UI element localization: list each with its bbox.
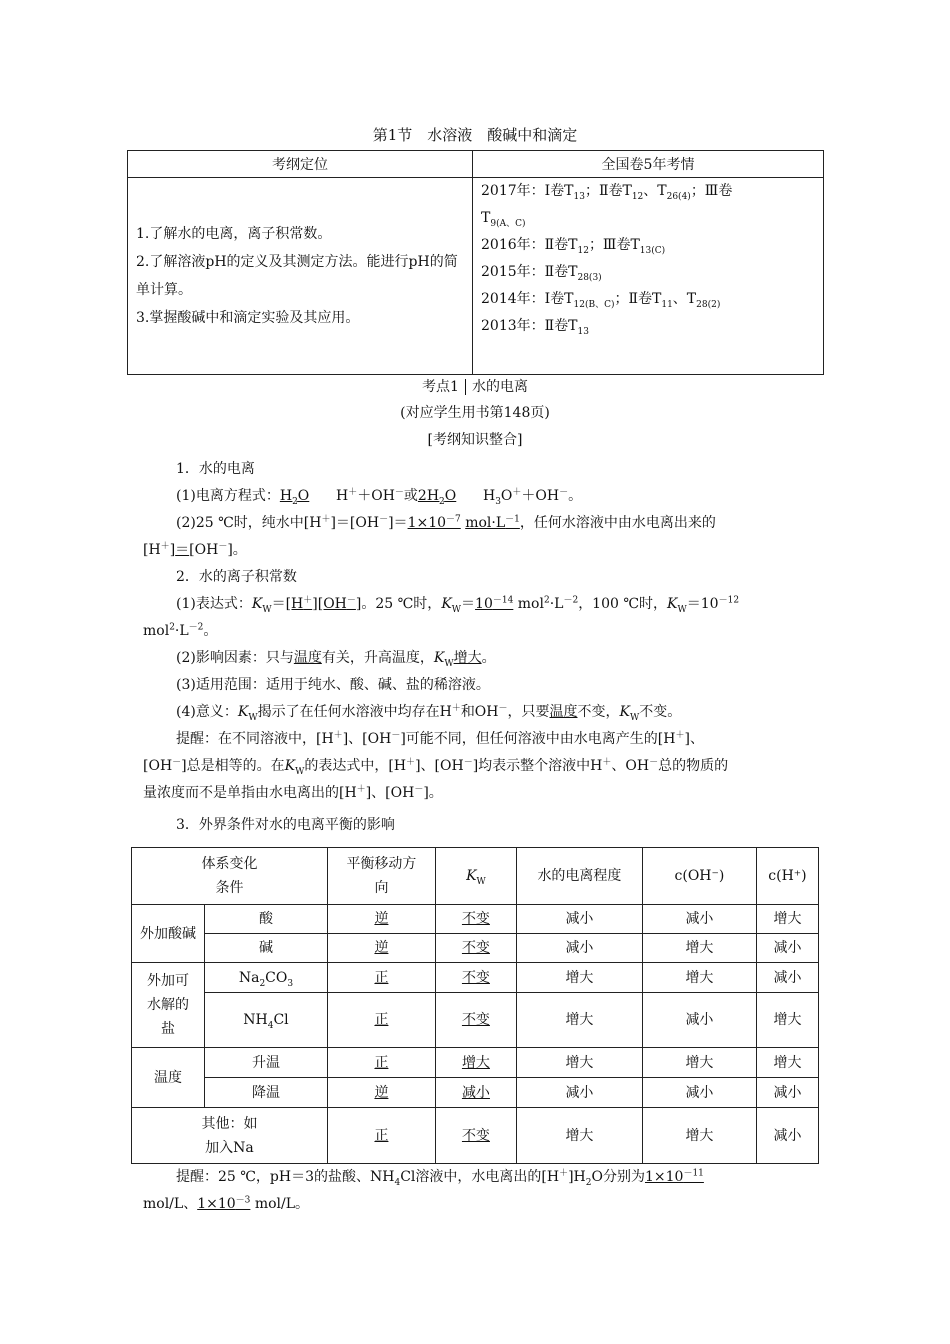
cond-cell: 升温 <box>205 1048 328 1078</box>
kw-cell: 不变 <box>435 934 516 963</box>
h-cell: 增大 <box>756 993 818 1048</box>
exam-cell <box>473 178 824 375</box>
degree-cell: 增大 <box>516 963 642 993</box>
kw-influence: (2)影响因素：只与温度有关，升高温度，$K_W$增大。 <box>176 650 496 669</box>
table-row <box>132 1048 819 1078</box>
kw-cell: 增大 <box>435 1048 516 1078</box>
degree-cell: 增大 <box>516 1108 642 1164</box>
oh-cell: 减小 <box>642 905 756 934</box>
kaodian-heading: 考点1 水的电离 <box>422 379 528 395</box>
exam-2017-cont: $T_{9(A、C)}$ <box>481 210 526 229</box>
h-cell: 增大 <box>756 905 818 934</box>
ionization-equation: (1)电离方程式：$H_2O$ H＋＋OH－或$2H_2O$ $H_3O^++OH^-$。 <box>176 487 583 507</box>
h-cell: 增大 <box>756 1048 818 1078</box>
kw-scope: (3)适用范围：适用于纯水、酸、碱、盐的稀溶液。 <box>176 677 490 693</box>
shift-cell: 正 <box>327 1108 435 1164</box>
objective-item: 3.掌握酸碱中和滴定实验及其应用。 <box>136 310 360 326</box>
kw-cell: 减小 <box>435 1078 516 1108</box>
table-row <box>132 1078 819 1108</box>
exam-2017: 2017年：Ⅰ卷$T_{13}$；Ⅱ卷$T_{12}$、$T_{26(4)}$；Ⅲ卷 <box>481 183 733 202</box>
h-cell: 减小 <box>756 1108 818 1164</box>
table-row <box>132 1108 819 1164</box>
group-other: 其他：如 加入Na <box>132 1108 328 1164</box>
shift-cell: 正 <box>327 1048 435 1078</box>
shift-cell: 逆 <box>327 934 435 963</box>
part1-p2-cont: [H＋]＝[OH－]。 <box>143 541 247 558</box>
oh-cell: 增大 <box>642 1048 756 1078</box>
tip1-line3: 量浓度而不是单指由水电离出的[H＋]、[OH－]。 <box>143 784 443 801</box>
part1-heading: 1．水的电离 <box>176 461 255 477</box>
oh-cell: 减小 <box>642 1078 756 1108</box>
th-shift: 平衡移动方 向 <box>327 848 435 905</box>
cond-nh4cl: $NH_4Cl$ <box>205 993 328 1048</box>
page-title: 第1节 水溶液 酸碱中和滴定 <box>372 126 578 144</box>
kw-cell: 不变 <box>435 963 516 993</box>
part2-heading: 2．水的离子积常数 <box>176 569 297 585</box>
oh-cell: 增大 <box>642 934 756 963</box>
cond-cell: 酸 <box>205 905 328 934</box>
degree-cell: 增大 <box>516 1048 642 1078</box>
th-condition: 体系变化 条件 <box>132 848 328 905</box>
header-exam: 全国卷5年考情 <box>473 151 824 178</box>
group-temp: 温度 <box>132 1048 205 1108</box>
cond-cell: 碱 <box>205 934 328 963</box>
table-row <box>132 905 819 934</box>
book-ref: (对应学生用书第148页) <box>400 405 550 421</box>
table-row <box>132 934 819 963</box>
h-cell: 减小 <box>756 934 818 963</box>
exam-2014: 2014年：Ⅰ卷$T_{12(B、C)}$；Ⅱ卷$T_{11}$、$T_{28(2)}$ <box>481 291 721 310</box>
equilibrium-table <box>131 847 819 1164</box>
oh-cell: 增大 <box>642 1108 756 1164</box>
exam-2016: 2016年：Ⅱ卷$T_{12}$；Ⅲ卷$T_{13(C)}$ <box>481 237 666 256</box>
degree-cell: 增大 <box>516 993 642 1048</box>
table-row <box>132 993 819 1048</box>
degree-cell: 减小 <box>516 905 642 934</box>
degree-cell: 减小 <box>516 1078 642 1108</box>
h-cell: 减小 <box>756 1078 818 1108</box>
th-kw: $K_W$ <box>435 848 516 905</box>
cond-cell: 降温 <box>205 1078 328 1108</box>
exam-2013: 2013年：Ⅱ卷$T_{13}$ <box>481 318 589 337</box>
objective-item: 2.了解溶液pH的定义及其测定方法。能进行pH的简单计算。 <box>136 254 458 298</box>
knowledge-heading: [考纲知识整合] <box>427 432 523 448</box>
cond-na2co3: $Na_2CO_3$ <box>205 963 328 993</box>
th-c-oh: c(OH⁻) <box>642 848 756 905</box>
degree-cell: 减小 <box>516 934 642 963</box>
shift-cell: 逆 <box>327 905 435 934</box>
exam-2015: 2015年：Ⅱ卷$T_{28(3)}$ <box>481 264 602 283</box>
shift-cell: 正 <box>327 963 435 993</box>
objectives-cell <box>128 178 473 375</box>
group-salt: 外加可 水解的 盐 <box>132 963 205 1048</box>
kw-meaning: (4)意义：$K_W$揭示了在任何水溶液中均存在H＋和OH－，只要温度不变，$K_W$不变。 <box>176 703 682 723</box>
oh-cell: 增大 <box>642 963 756 993</box>
th-degree: 水的电离程度 <box>516 848 642 905</box>
kw-cell: 不变 <box>435 993 516 1048</box>
objective-item: 1.了解水的电离，离子积常数。 <box>136 226 332 242</box>
th-c-h: c(H⁺) <box>756 848 818 905</box>
tip2-line2: mol/L、$1\times 10^{-3}$ mol/L。 <box>143 1195 310 1212</box>
h-cell: 减小 <box>756 963 818 993</box>
kw-expression: (1)表达式：$K_W=[H^+][OH^-]$。25 ℃时，$K_W=10^{-14}$ $mol^2\cdot L^{-2}$，100 ℃时，$K_W=10^{-12}$ <box>176 595 740 615</box>
shift-cell: 正 <box>327 993 435 1048</box>
kw-cell: 不变 <box>435 1108 516 1164</box>
header-objectives: 考纲定位 <box>128 151 473 178</box>
tip1-line1: 提醒：在不同溶液中，[H＋]、[OH－]可能不同，但任何溶液中由水电离产生的[H＋]、 <box>176 730 704 747</box>
group-acid-base: 外加酸碱 <box>132 905 205 963</box>
kw-cell: 不变 <box>435 905 516 934</box>
shift-cell: 逆 <box>327 1078 435 1108</box>
oh-cell: 减小 <box>642 993 756 1048</box>
part3-heading: 3．外界条件对水的电离平衡的影响 <box>176 817 395 833</box>
part1-p2: (2)25 ℃时，纯水中$[H^+]=[OH^-]=1\times 10^{-7}$ $mol\cdot L^{-1}$，任何水溶液中由水电离出来的 <box>176 514 716 531</box>
kw-expression-cont: $mol^2\cdot L^{-2}$。 <box>143 622 218 639</box>
tip1-line2: [OH－]总是相等的。在$K_W$的表达式中，[H＋]、[OH－]均表示整个溶液中H＋、OH－总的物质的 <box>143 757 729 777</box>
objectives-table <box>127 150 824 375</box>
tip2-line1: 提醒：25 ℃，pH＝3的盐酸、$NH_4Cl$溶液中，水电离出的$[H^+]H_2O$分别为$1\times 10^{-11}$ <box>176 1168 704 1188</box>
table-row <box>132 963 819 993</box>
